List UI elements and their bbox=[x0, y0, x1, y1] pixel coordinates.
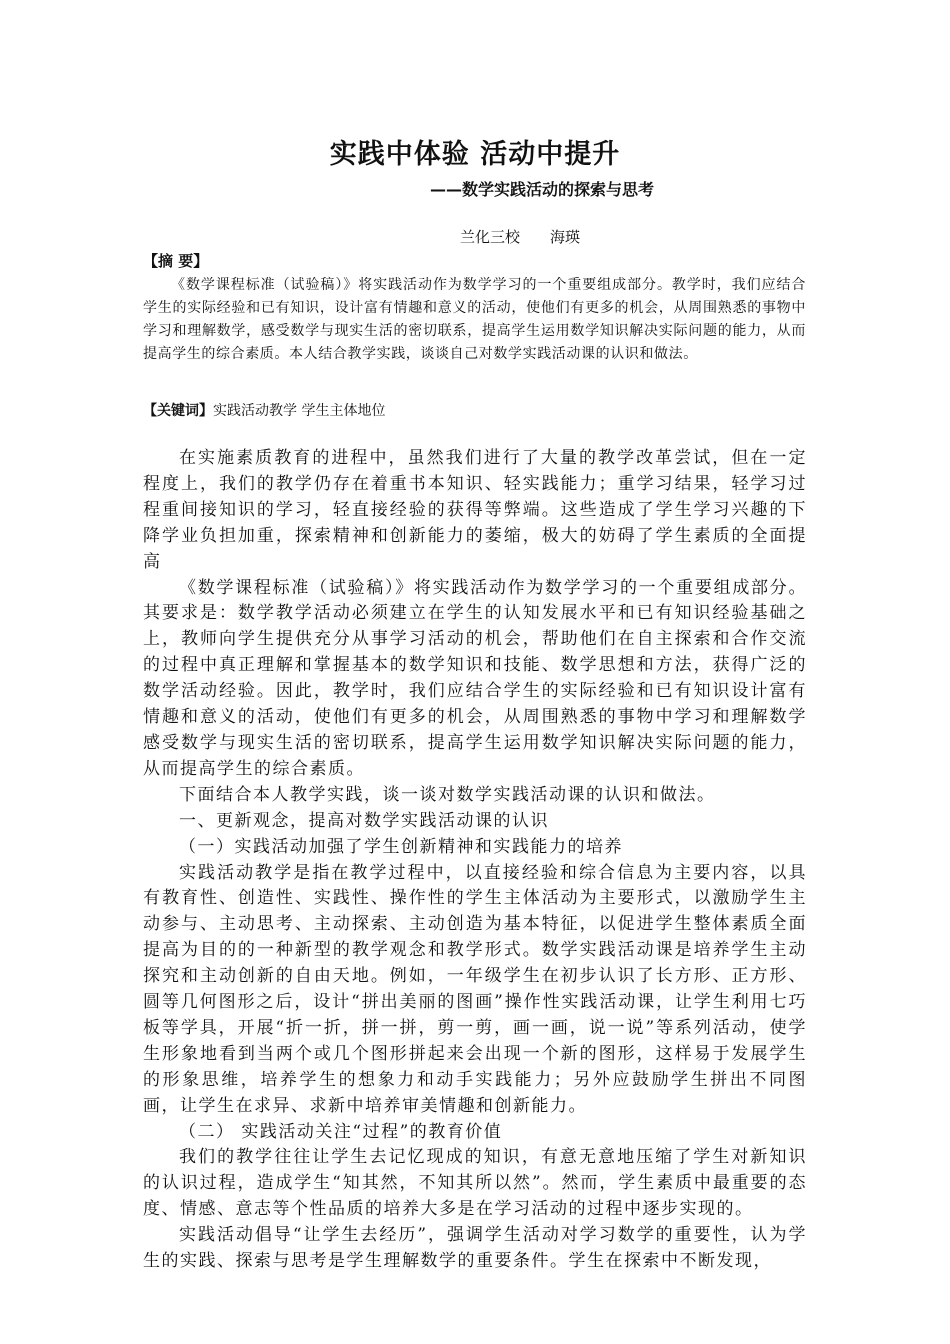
author-school: 兰化三校 bbox=[460, 228, 521, 246]
document-body bbox=[143, 446, 807, 1275]
author-line bbox=[460, 226, 580, 247]
body-paragraph: 实践活动倡导“让学生去经历”，强调学生活动对学习数学的重要性，认为学生的实践、探索与思考是学生理解数学的重要条件。学生在探索中不断发现， bbox=[143, 1225, 807, 1272]
body-paragraph: 下面结合本人教学实践，谈一谈对数学实践活动课的认识和做法。 bbox=[179, 784, 716, 805]
author-name: 海瑛 bbox=[550, 228, 581, 246]
subsection-heading: （一）实践活动加强了学生创新精神和实践能力的培养 bbox=[179, 836, 623, 857]
keywords-label: 【关键词】 bbox=[143, 403, 213, 419]
document-title: 实践中体验 活动中提升 bbox=[329, 139, 621, 170]
abstract-heading: 【摘 要】 bbox=[143, 252, 209, 270]
abstract-text: 《数学课程标准（试验稿）》将实践活动作为数学学习的一个重要组成部分。教学时，我们应结合学生的实际经验和已有知识，设计富有情趣和意义的活动，使他们有更多的机会，从周围熟悉的事物中学习和理解数学，感受数学与现实生活的密切联系，提高学生运用数学知识解决实际问题的能力，从而提高学生的综合素质。本人结合教学实践，谈谈自己对数学实践活动课的认识和做法。 bbox=[143, 277, 806, 362]
section-heading: 一、更新观念，提高对数学实践活动课的认识 bbox=[179, 810, 549, 831]
body-paragraph: 实践活动教学是指在教学过程中，以直接经验和综合信息为主要内容，以具有教育性、创造性、实践性、操作性的学生主体活动为主要形式，以激励学生主动参与、主动思考、主动探索、主动创造为基本特征，以促进学生整体素质全面提高为目的的一种新型的教学观念和教学形式。数学实践活动课是培养学生主动探究和主动创新的自由天地。例如，一年级学生在初步认识了长方形、正方形、圆等几何图形之后，设计“拼出美丽的图画”操作性实践活动课，让学生利用七巧板等学具，开展“折一折，拼一拼，剪一剪，画一画，说一说”等系列活动，使学生形象地看到当两个或几个图形拼起来会出现一个新的图形，这样易于发展学生的形象思维，培养学生的想象力和动手实践能力；另外应鼓励学生拼出不同图画，让学生在求异、求新中培养审美情趣和创新能力。 bbox=[143, 862, 807, 1116]
body-paragraph: 我们的教学往往让学生去记忆现成的知识，有意无意地压缩了学生对新知识的认识过程，造成学生“知其然，不知其所以然”。然而，学生素质中最重要的态度、情感、意志等个性品质的培养大多是在学习活动的过程中逐步实现的。 bbox=[143, 1147, 807, 1220]
document-subtitle: ——数学实践活动的探索与思考 bbox=[430, 180, 655, 199]
keywords-text: 实践活动教学 学生主体地位 bbox=[213, 403, 386, 419]
body-paragraph: 《数学课程标准（试验稿）》将实践活动作为数学学习的一个重要组成部分。其要求是：数学教学活动必须建立在学生的认知发展水平和已有知识经验基础之上，教师向学生提供充分从事学习活动的机会，帮助他们在自主探索和合作交流的过程中真正理解和掌握基本的数学知识和技能、数学思想和方法，获得广泛的数学活动经验。因此，教学时，我们应结合学生的实际经验和已有知识设计富有情趣和意义的活动，使他们有更多的机会，从周围熟悉的事物中学习和理解数学感受数学与现实生活的密切联系，提高学生运用数学知识解决实际问题的能力，从而提高学生的综合素质。 bbox=[143, 577, 807, 779]
subsection-heading: （二） 实践活动关注“过程”的教育价值 bbox=[179, 1121, 503, 1142]
body-paragraph: 在实施素质教育的进程中，虽然我们进行了大量的教学改革尝试，但在一定程度上，我们的教学仍存在着重书本知识、轻实践能力；重学习结果，轻学习过程重间接知识的学习，轻直接经验的获得等弊端。这些造成了学生学习兴趣的下降学业负担加重，探索精神和创新能力的萎缩，极大的妨碍了学生素质的全面提高 bbox=[143, 448, 807, 572]
keywords-line bbox=[143, 400, 385, 420]
